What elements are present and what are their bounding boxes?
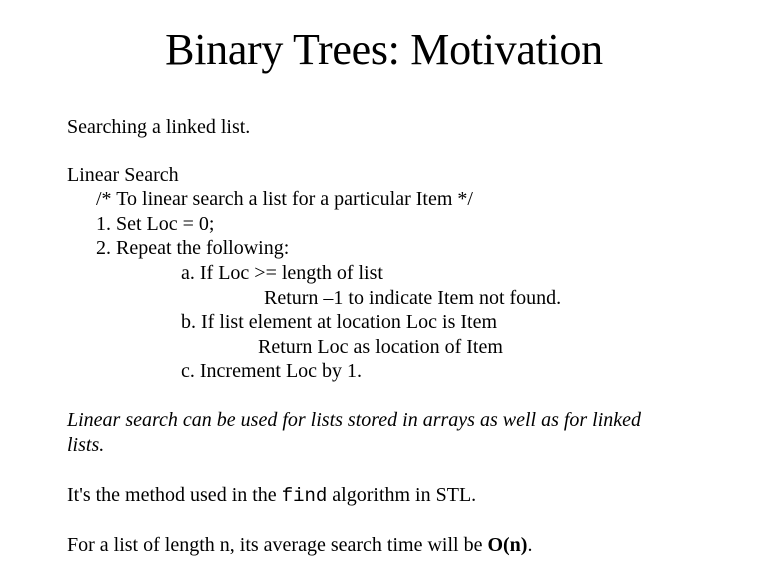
step-2b-action: Return Loc as location of Item: [258, 336, 503, 358]
step-2a-action: Return –1 to indicate Item not found.: [264, 287, 562, 309]
step-2: 2. Repeat the following:: [96, 237, 290, 259]
step-2b: b. If list element at location Loc is Item: [181, 311, 498, 333]
complexity-big-o: O(n): [487, 534, 528, 556]
step-1: 1. Set Loc = 0;: [96, 213, 215, 235]
stl-sentence: [67, 483, 476, 508]
complexity-before: For a list of length n, its average search time will be: [67, 534, 488, 556]
slide-title: Binary Trees: Motivation: [165, 25, 603, 74]
complexity-after: .: [527, 534, 533, 556]
step-2c: c. Increment Loc by 1.: [181, 360, 363, 382]
complexity-sentence: [67, 533, 532, 557]
note-line-2: lists.: [67, 434, 105, 456]
step-2a: a. If Loc >= length of list: [181, 262, 383, 284]
stl-before: It's the method used in the: [67, 484, 282, 506]
find-code: find: [281, 485, 328, 507]
stl-after: algorithm in STL.: [327, 484, 477, 506]
intro-text: Searching a linked list.: [67, 116, 251, 138]
algorithm-heading: Linear Search: [67, 164, 179, 186]
note-line-1: Linear search can be used for lists stored in arrays as well as for linked: [67, 409, 642, 431]
algorithm-comment: /* To linear search a list for a particular Item */: [96, 188, 473, 210]
